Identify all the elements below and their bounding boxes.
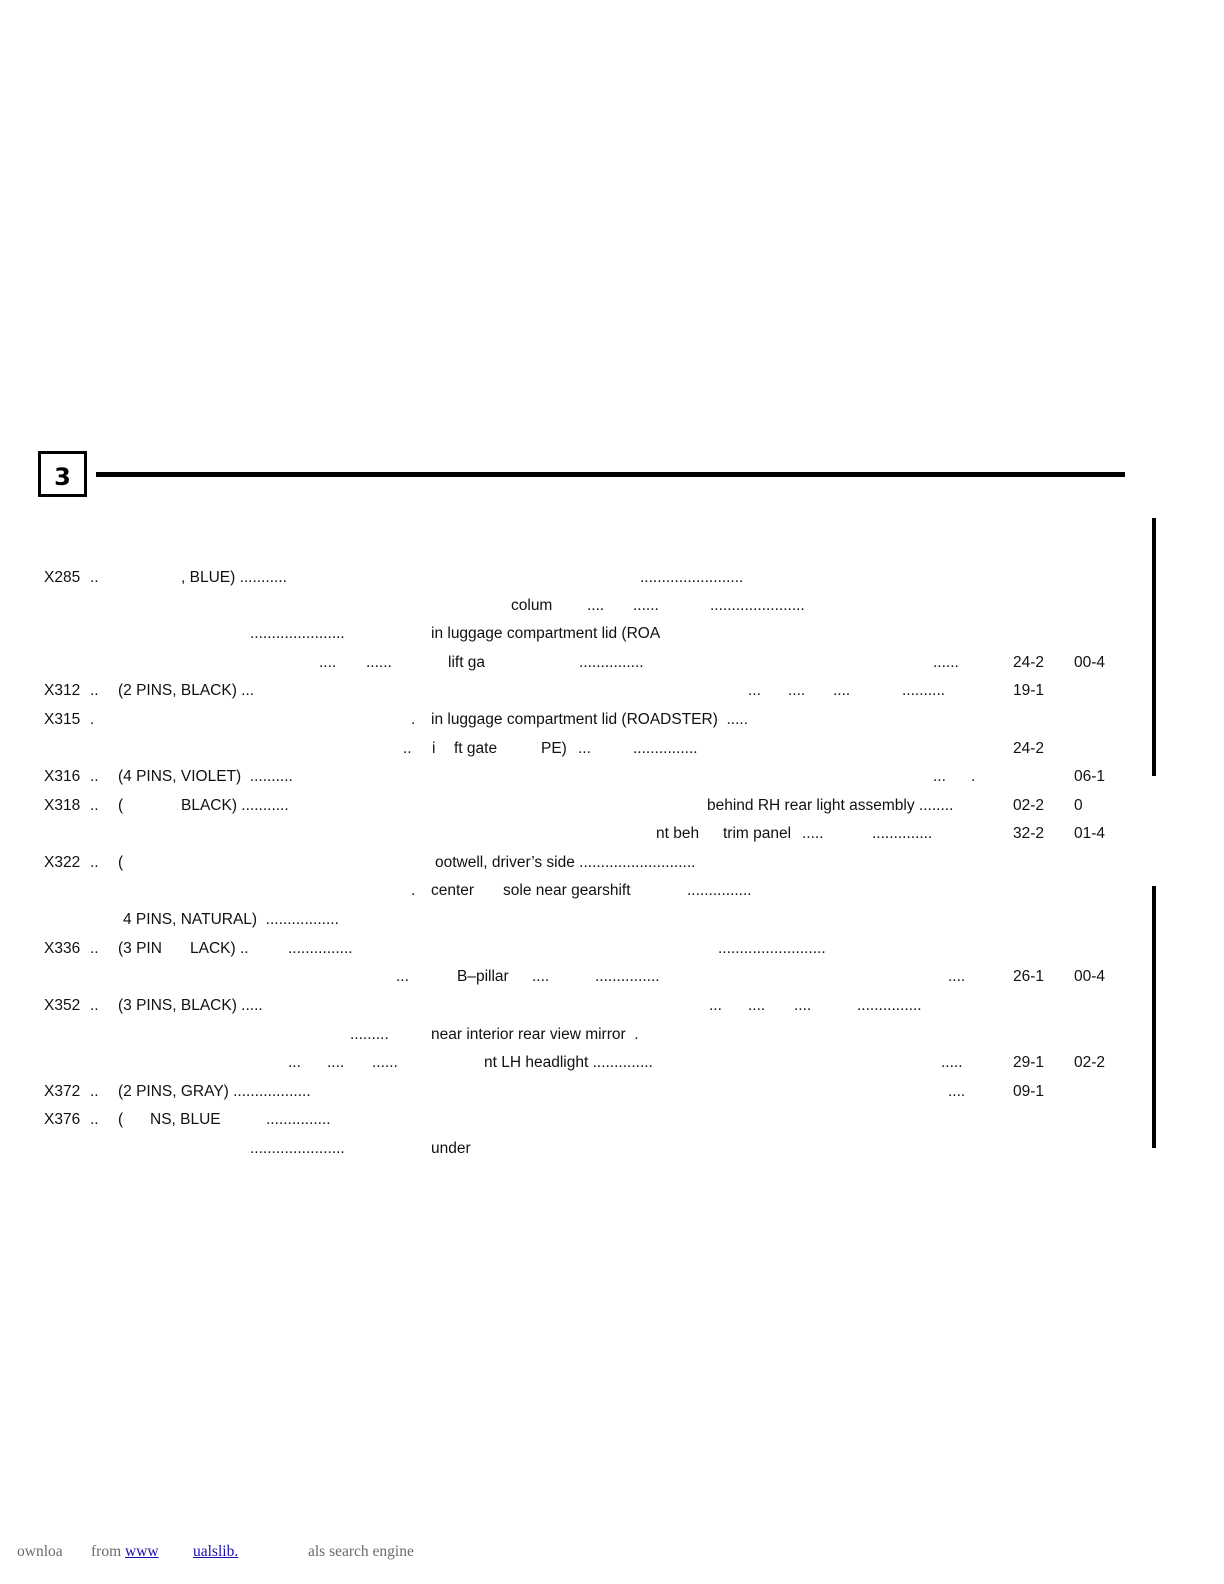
- leader-dots: ......: [633, 597, 659, 614]
- footer-text: als search engine: [308, 1543, 414, 1560]
- connector-id: X352: [44, 997, 81, 1014]
- footer-link-gap: [238, 1543, 269, 1561]
- connector-id: X312: [44, 682, 81, 699]
- leader-dots: ...: [709, 997, 722, 1014]
- location-text: in luggage compartment lid (ROADSTER) .....: [431, 711, 749, 728]
- leader-dots: ...............: [633, 740, 698, 757]
- section-number: 3: [44, 457, 81, 491]
- leader-dots: ....: [948, 1083, 966, 1100]
- leader-dots: ....: [327, 1054, 345, 1071]
- leader-dots: ....: [532, 968, 550, 985]
- leader-dots: ...: [396, 968, 409, 985]
- leader-dots: ..: [90, 682, 99, 699]
- connector-desc: (3 PINS, BLACK) .....: [118, 997, 263, 1014]
- leader-dots: ......: [372, 1054, 398, 1071]
- connector-id: X336: [44, 940, 81, 957]
- connector-desc: (: [118, 797, 124, 814]
- leader-dots: ..........: [902, 682, 946, 699]
- connector-id: X376: [44, 1111, 81, 1128]
- leader-dots: ....: [794, 997, 812, 1014]
- page-ref: 00-4: [1074, 654, 1106, 671]
- leader-dots: .....: [802, 825, 824, 842]
- leader-dots: ....: [833, 682, 851, 699]
- leader-dots: .: [90, 711, 95, 728]
- leader-dots: ...: [288, 1054, 301, 1071]
- connector-id: X316: [44, 768, 81, 785]
- location-text: PE): [541, 740, 567, 757]
- margin-change-bar-bottom: [1152, 886, 1156, 1148]
- location-text: sole near gearshift: [503, 882, 631, 899]
- page-ref: 02-2: [1013, 797, 1045, 814]
- connector-id: X318: [44, 797, 81, 814]
- leader-dots: ........................: [640, 569, 744, 586]
- page-ref: 00-4: [1074, 968, 1106, 985]
- page-ref: 24-2: [1013, 654, 1045, 671]
- location-text: nt beh: [656, 825, 700, 842]
- connector-desc: NS, BLUE: [150, 1111, 221, 1128]
- connector-desc: BLACK) ...........: [181, 797, 289, 814]
- leader-dots: ...............: [266, 1111, 331, 1128]
- leader-dots: ......................: [710, 597, 805, 614]
- location-text: i: [432, 740, 436, 757]
- leader-dots: ....: [319, 654, 337, 671]
- leader-dots: ....: [587, 597, 605, 614]
- footer-text: from: [91, 1543, 122, 1560]
- connector-id: X372: [44, 1083, 81, 1100]
- page-ref: 19-1: [1013, 682, 1045, 699]
- leader-dots: ......: [366, 654, 392, 671]
- leader-dots: ......: [933, 654, 959, 671]
- leader-dots: ..: [90, 768, 99, 785]
- leader-dots: ...: [578, 740, 591, 757]
- leader-dots: ..: [90, 797, 99, 814]
- leader-dots: ..: [90, 854, 99, 871]
- location-text: under: [431, 1140, 471, 1157]
- location-text: colum: [511, 597, 553, 614]
- leader-dots: ...............: [288, 940, 353, 957]
- leader-dots: .........................: [718, 940, 826, 957]
- leader-dots: ..: [90, 940, 99, 957]
- connector-desc: , BLUE) ...........: [181, 569, 287, 586]
- leader-dots: ....: [948, 968, 966, 985]
- leader-dots: ..: [90, 1083, 99, 1100]
- leader-dots: ....: [748, 997, 766, 1014]
- leader-dots: .....: [941, 1054, 963, 1071]
- page-ref: 26-1: [1013, 968, 1045, 985]
- leader-dots: ...: [933, 768, 946, 785]
- footer-link[interactable]: ualslib.: [193, 1543, 239, 1560]
- header-rule: [96, 472, 1125, 477]
- section-number-badge: [38, 451, 87, 497]
- leader-dots: ...............: [579, 654, 644, 671]
- leader-dots: ...............: [687, 882, 752, 899]
- location-text: B–pillar: [457, 968, 509, 985]
- location-text: trim panel: [723, 825, 792, 842]
- connector-desc: (: [118, 1111, 124, 1128]
- footer-link-gap: [160, 1543, 187, 1561]
- leader-dots: .: [971, 768, 976, 785]
- connector-id: X285: [44, 569, 81, 586]
- leader-dots: ..: [403, 740, 412, 757]
- leader-dots: ..............: [872, 825, 933, 842]
- leader-dots: ..: [90, 997, 99, 1014]
- leader-dots: ...............: [857, 997, 922, 1014]
- page-ref: 06-1: [1074, 768, 1106, 785]
- connector-desc: 4 PINS, NATURAL) .................: [123, 911, 339, 928]
- leader-dots: .: [411, 711, 416, 728]
- leader-dots: ..: [90, 569, 99, 586]
- page-ref: 24-2: [1013, 740, 1045, 757]
- footer-link[interactable]: www: [125, 1543, 159, 1560]
- connector-desc: (3 PIN: [118, 940, 162, 957]
- location-text: center: [431, 882, 475, 899]
- connector-desc: (2 PINS, BLACK) ...: [118, 682, 255, 699]
- connector-desc: (: [118, 854, 124, 871]
- connector-desc: (2 PINS, GRAY) ..................: [118, 1083, 311, 1100]
- connector-desc: (4 PINS, VIOLET) ..........: [118, 768, 293, 785]
- location-text: near interior rear view mirror .: [431, 1026, 639, 1043]
- location-text: nt LH headlight ..............: [484, 1054, 653, 1071]
- leader-dots: ..: [90, 1111, 99, 1128]
- leader-dots: ...............: [595, 968, 660, 985]
- page-ref: 09-1: [1013, 1083, 1045, 1100]
- location-text: ootwell, driver’s side ...........................: [435, 854, 696, 871]
- leader-dots: .........: [350, 1026, 389, 1043]
- page-ref: 29-1: [1013, 1054, 1045, 1071]
- footer-text: ownloa: [17, 1543, 63, 1560]
- page-ref: 01-4: [1074, 825, 1106, 842]
- location-text: lift ga: [448, 654, 486, 671]
- leader-dots: .: [411, 882, 416, 899]
- page-ref: 0: [1074, 797, 1083, 814]
- margin-change-bar-top: [1152, 518, 1156, 776]
- location-text: behind RH rear light assembly ........: [707, 797, 954, 814]
- connector-desc: LACK) ..: [190, 940, 249, 957]
- leader-dots: ......................: [250, 1140, 345, 1157]
- leader-dots: ......................: [250, 625, 345, 642]
- leader-dots: ....: [788, 682, 806, 699]
- connector-id: X322: [44, 854, 81, 871]
- connector-id: X315: [44, 711, 81, 728]
- leader-dots: ...: [748, 682, 761, 699]
- location-text: in luggage compartment lid (ROA: [431, 625, 661, 642]
- page-ref: 32-2: [1013, 825, 1045, 842]
- location-text: ft gate: [454, 740, 498, 757]
- page-ref: 02-2: [1074, 1054, 1106, 1071]
